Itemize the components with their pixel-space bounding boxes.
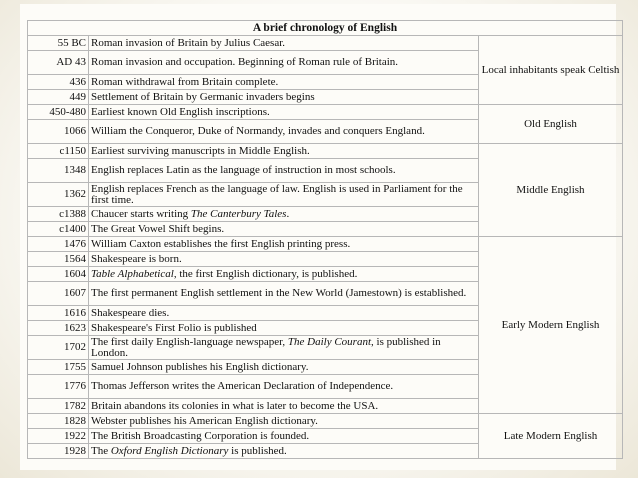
newspaper-title: The Daily Courant — [287, 335, 372, 348]
event-text: , is published in London. — [91, 335, 441, 359]
event-cell: English replaces French as the language of law. English is used in Parliament for the first time. — [89, 183, 479, 207]
year-cell: 1828 — [28, 414, 89, 429]
year-cell: c1388 — [28, 207, 89, 222]
dictionary-title: Oxford English Dictionary — [110, 444, 229, 457]
event-text: Chaucer starts writing — [91, 207, 191, 220]
event-cell: Roman withdrawal from Britain complete. — [89, 75, 479, 90]
event-cell: Roman invasion and occupation. Beginning of Roman rule of Britain. — [89, 51, 479, 75]
event-cell: Settlement of Britain by Germanic invaders begins — [89, 90, 479, 105]
period-cell-middle-english: Middle English — [479, 144, 623, 237]
event-cell: Shakespeare's First Folio is published — [89, 321, 479, 336]
year-cell: c1150 — [28, 144, 89, 159]
table-row — [28, 144, 623, 159]
table-row — [28, 36, 623, 51]
event-cell: William the Conqueror, Duke of Normandy, invades and conquers England. — [89, 120, 479, 144]
chronology-table — [27, 20, 623, 459]
period-cell-late-modern-english: Late Modern English — [479, 414, 623, 459]
year-cell: 1922 — [28, 429, 89, 444]
year-cell: 1066 — [28, 120, 89, 144]
event-text: The first daily English-language newspaper, — [91, 335, 288, 348]
year-cell: 1782 — [28, 399, 89, 414]
event-text: The — [91, 444, 111, 457]
event-cell — [89, 336, 479, 360]
table-row — [28, 105, 623, 120]
year-cell: 1755 — [28, 360, 89, 375]
event-cell: Thomas Jefferson writes the American Declaration of Independence. — [89, 375, 479, 399]
event-cell: Earliest known Old English inscriptions. — [89, 105, 479, 120]
event-cell: Earliest surviving manuscripts in Middle English. — [89, 144, 479, 159]
event-cell — [89, 267, 479, 282]
event-text: is published. — [228, 444, 287, 457]
event-cell: English replaces Latin as the language of instruction in most schools. — [89, 159, 479, 183]
year-cell: c1400 — [28, 222, 89, 237]
event-cell: Samuel Johnson publishes his English dictionary. — [89, 360, 479, 375]
year-cell: 449 — [28, 90, 89, 105]
event-cell: Shakespeare is born. — [89, 252, 479, 267]
year-cell: 1607 — [28, 282, 89, 306]
table-row — [28, 237, 623, 252]
event-cell: The Great Vowel Shift begins. — [89, 222, 479, 237]
year-cell: 1348 — [28, 159, 89, 183]
year-cell: 1604 — [28, 267, 89, 282]
year-cell: 55 BC — [28, 36, 89, 51]
event-cell: The British Broadcasting Corporation is founded. — [89, 429, 479, 444]
event-cell: Britain abandons its colonies in what is later to become the USA. — [89, 399, 479, 414]
year-cell: 1362 — [28, 183, 89, 207]
table-header-row — [28, 21, 623, 36]
table-row — [28, 414, 623, 429]
year-cell: 450-480 — [28, 105, 89, 120]
year-cell: 1623 — [28, 321, 89, 336]
book-title: Table Alphabetical — [91, 267, 174, 280]
period-cell-early-modern-english: Early Modern English — [479, 237, 623, 414]
event-text: , the first English dictionary, is published. — [173, 267, 358, 280]
period-cell-old-english: Old English — [479, 105, 623, 144]
event-cell: Webster publishes his American English dictionary. — [89, 414, 479, 429]
table-title: A brief chronology of English — [28, 21, 623, 36]
year-cell: 1616 — [28, 306, 89, 321]
year-cell: 1928 — [28, 444, 89, 459]
year-cell: 1564 — [28, 252, 89, 267]
year-cell: 1776 — [28, 375, 89, 399]
event-cell — [89, 207, 479, 222]
event-cell: Shakespeare dies. — [89, 306, 479, 321]
event-cell — [89, 444, 479, 459]
book-title: The Canterbury Tales — [190, 207, 287, 220]
period-cell-celtish: Local inhabitants speak Celtish — [479, 36, 623, 105]
year-cell: 436 — [28, 75, 89, 90]
year-cell: 1702 — [28, 336, 89, 360]
event-text: . — [286, 207, 290, 220]
year-cell: 1476 — [28, 237, 89, 252]
event-cell: William Caxton establishes the first English printing press. — [89, 237, 479, 252]
event-cell: Roman invasion of Britain by Julius Caesar. — [89, 36, 479, 51]
year-cell: AD 43 — [28, 51, 89, 75]
event-cell: The first permanent English settlement in the New World (Jamestown) is established. — [89, 282, 479, 306]
